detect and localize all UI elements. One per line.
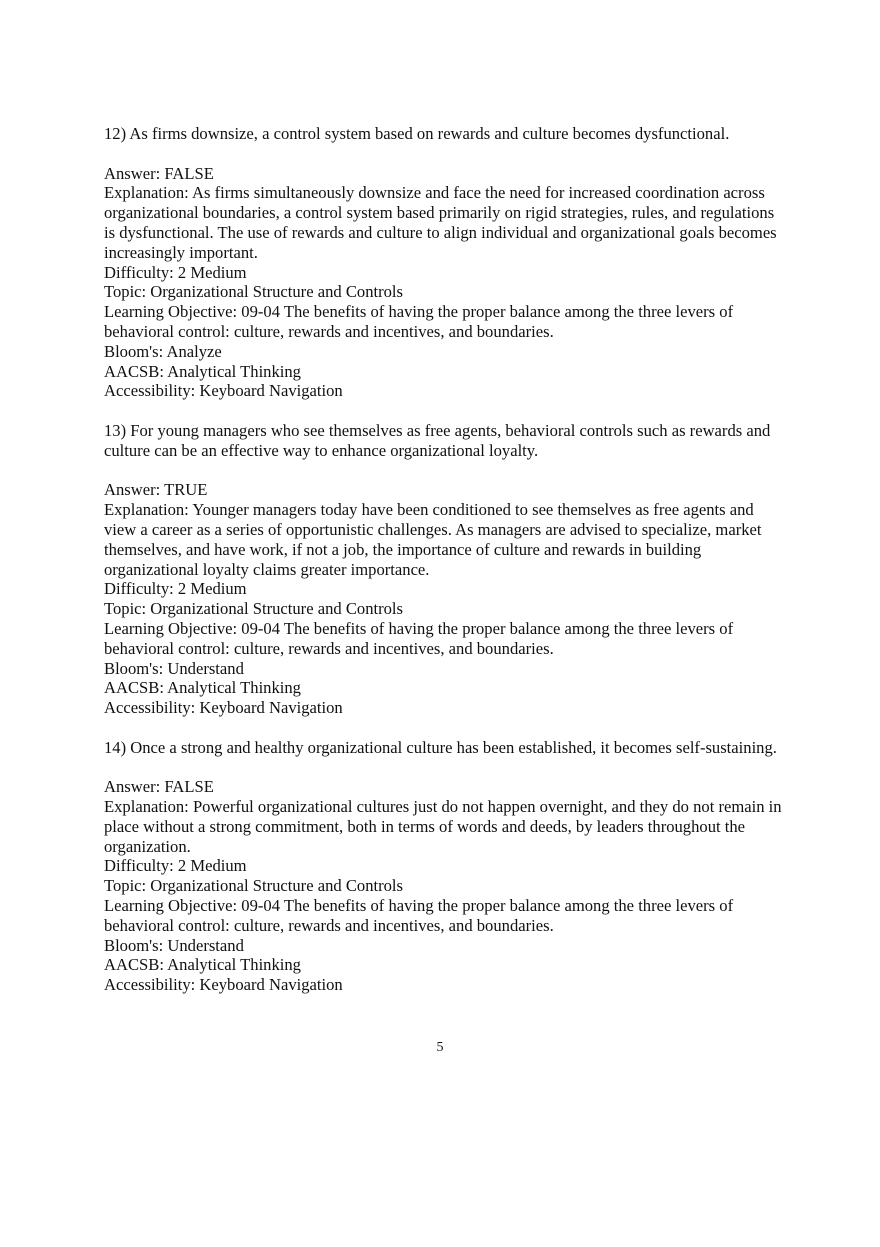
topic: Topic: Organizational Structure and Controls bbox=[104, 876, 403, 896]
explanation: Explanation: Powerful organizational cultures just do not happen overnight, and they do not remain in place without a strong commitment, both in terms of words and deeds, by leaders throughout the organization. bbox=[104, 797, 782, 856]
question-text: 12) As firms downsize, a control system based on rewards and culture becomes dysfunctional. bbox=[104, 124, 730, 143]
topic: Topic: Organizational Structure and Controls bbox=[104, 282, 403, 302]
answer: Answer: FALSE bbox=[104, 777, 214, 797]
accessibility: Accessibility: Keyboard Navigation bbox=[104, 381, 343, 401]
aacsb: AACSB: Analytical Thinking bbox=[104, 955, 301, 975]
explanation: Explanation: As firms simultaneously downsize and face the need for increased coordination across organizational boundaries, a control system based primarily on rigid strategies, rules, and regulations is dysfunctional. The use of rewards and culture to align individual and organizational goals becomes increasingly important. bbox=[104, 183, 777, 262]
learning-objective: Learning Objective: 09-04 The benefits of having the proper balance among the three levers of behavioral control: culture, rewards and incentives, and boundaries. bbox=[104, 896, 734, 935]
blooms: Bloom's: Understand bbox=[104, 935, 244, 955]
document-page bbox=[104, 124, 784, 1015]
question-text: 14) Once a strong and healthy organizational culture has been established, it becomes self-sustaining. bbox=[104, 737, 777, 757]
question-block-14 bbox=[104, 738, 784, 995]
difficulty: Difficulty: 2 Medium bbox=[104, 856, 247, 876]
answer: Answer: FALSE bbox=[104, 163, 214, 183]
answer: Answer: TRUE bbox=[104, 480, 208, 500]
difficulty: Difficulty: 2 Medium bbox=[104, 579, 247, 599]
question-block-13 bbox=[104, 421, 784, 718]
blooms: Bloom's: Analyze bbox=[104, 341, 222, 361]
accessibility: Accessibility: Keyboard Navigation bbox=[104, 698, 343, 718]
explanation: Explanation: Younger managers today have been conditioned to see themselves as free agents and view a career as a series of opportunistic challenges. As managers are advised to specialize, market themselves, and have work, if not a job, the importance of culture and rewards in building organizational loyalty claims greater importance. bbox=[104, 500, 762, 579]
aacsb: AACSB: Analytical Thinking bbox=[104, 678, 301, 698]
question-text: 13) For young managers who see themselves as free agents, behavioral controls such as rewards and culture can be an effective way to enhance organizational loyalty. bbox=[104, 420, 771, 460]
question-block-12 bbox=[104, 124, 784, 401]
accessibility: Accessibility: Keyboard Navigation bbox=[104, 975, 343, 995]
learning-objective: Learning Objective: 09-04 The benefits of having the proper balance among the three levers of behavioral control: culture, rewards and incentives, and boundaries. bbox=[104, 618, 734, 658]
difficulty: Difficulty: 2 Medium bbox=[104, 262, 247, 282]
topic: Topic: Organizational Structure and Controls bbox=[104, 599, 403, 619]
learning-objective: Learning Objective: 09-04 The benefits of having the proper balance among the three levers of behavioral control: culture, rewards and incentives, and boundaries. bbox=[104, 302, 734, 341]
page-number: 5 bbox=[436, 1040, 444, 1055]
blooms: Bloom's: Understand bbox=[104, 658, 244, 678]
aacsb: AACSB: Analytical Thinking bbox=[104, 361, 301, 381]
